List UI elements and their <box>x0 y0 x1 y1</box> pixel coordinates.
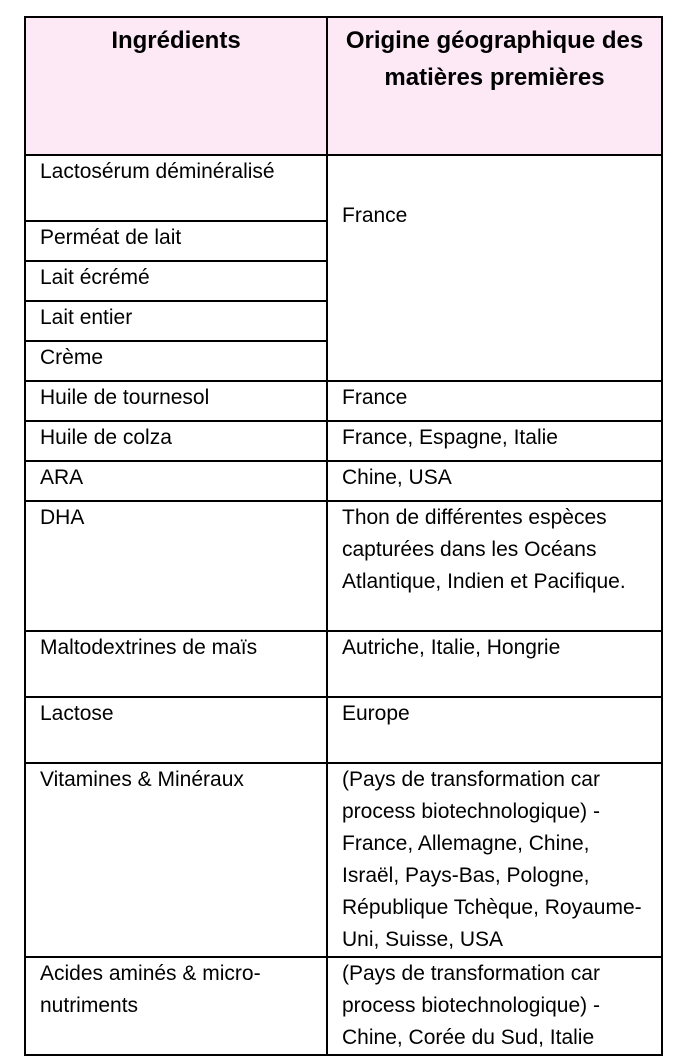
header-origin: Origine géographique des matières premières <box>327 17 662 155</box>
ingredient-cell: Lait entier <box>25 301 327 341</box>
origin-cell: Thon de différentes espèces capturées dans les Océans Atlantique, Indien et Pacifique. <box>327 501 662 631</box>
ingredient-cell: Acides aminés & micro-nutriments <box>25 957 327 1055</box>
ingredient-cell: Crème <box>25 341 327 381</box>
origin-cell: Europe <box>327 697 662 763</box>
origin-cell: Autriche, Italie, Hongrie <box>327 631 662 697</box>
ingredients-origin-table <box>24 16 663 1056</box>
header-ingredients: Ingrédients <box>25 17 327 155</box>
ingredient-cell: ARA <box>25 461 327 501</box>
ingredient-cell: Perméat de lait <box>25 221 327 261</box>
table-row <box>25 421 662 461</box>
table-row <box>25 461 662 501</box>
table-row <box>25 381 662 421</box>
ingredient-cell: Lait écrémé <box>25 261 327 301</box>
ingredient-cell: Lactosérum déminéralisé <box>25 155 327 221</box>
origin-cell: France, Espagne, Italie <box>327 421 662 461</box>
origin-cell-merged: France <box>327 155 662 381</box>
ingredient-cell: Huile de tournesol <box>25 381 327 421</box>
table-row <box>25 957 662 1055</box>
origin-cell: Chine, USA <box>327 461 662 501</box>
table-row <box>25 501 662 631</box>
origin-cell: France <box>327 381 662 421</box>
origin-cell: (Pays de transformation car process biotechnologique) - France, Allemagne, Chine, Israël, Pays-Bas, Pologne, République Tchèque, Royaume-Uni, Suisse, USA <box>327 763 662 957</box>
ingredient-cell: Maltodextrines de maïs <box>25 631 327 697</box>
table-row <box>25 631 662 697</box>
table-row <box>25 763 662 957</box>
ingredient-cell: Vitamines & Minéraux <box>25 763 327 957</box>
ingredient-cell: DHA <box>25 501 327 631</box>
ingredient-cell: Lactose <box>25 697 327 763</box>
table-row <box>25 155 662 221</box>
table-row <box>25 697 662 763</box>
ingredient-cell: Huile de colza <box>25 421 327 461</box>
origin-cell: (Pays de transformation car process biotechnologique) - Chine, Corée du Sud, Italie <box>327 957 662 1055</box>
header-row <box>25 17 662 155</box>
